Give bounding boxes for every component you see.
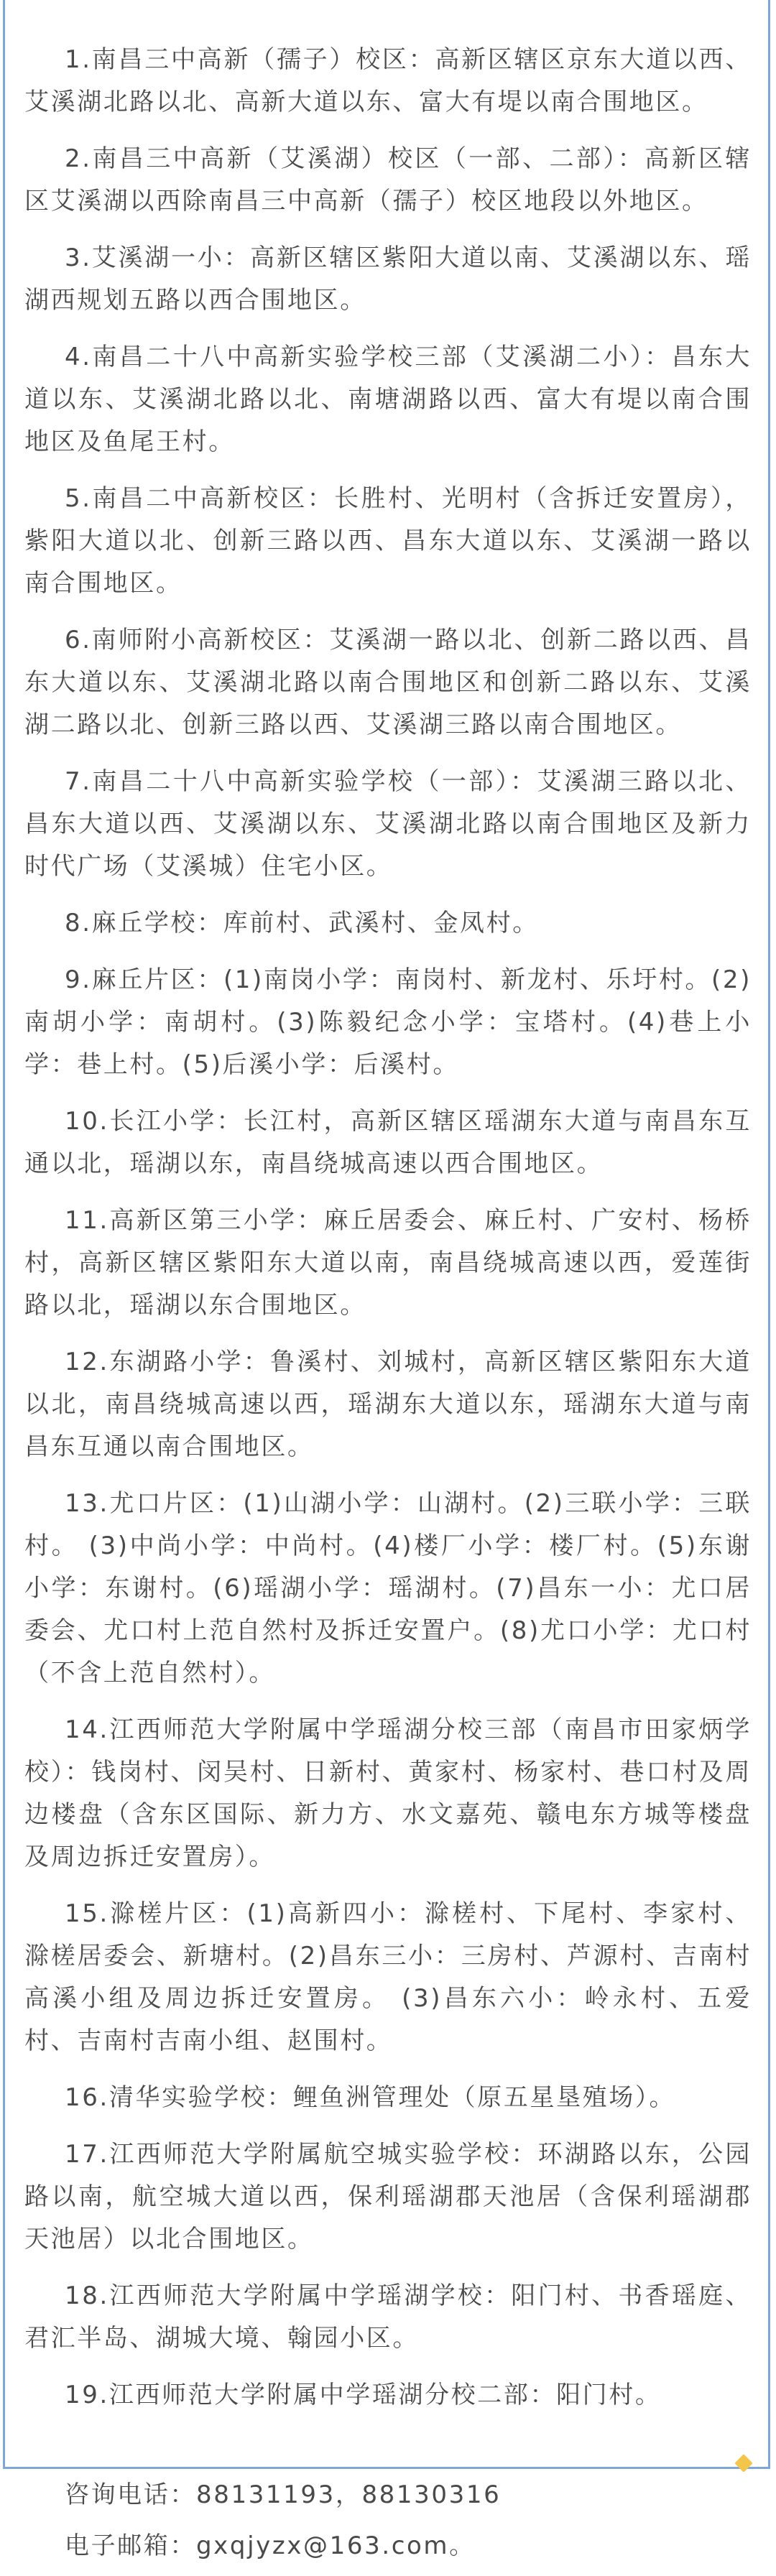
paragraph-3: 3.艾溪湖一小：高新区辖区紫阳大道以南、艾溪湖以东、瑶湖西规划五路以西合围地区。 — [24, 244, 752, 315]
paragraph-19: 19.江西师范大学附属中学瑶湖分校二部：阳门村。 — [65, 2381, 662, 2409]
paragraph-2: 2.南昌三中高新（艾溪湖）校区（一部、二部）：高新区辖区艾溪湖以西除南昌三中高新（孺子）校区地段以外地区。 — [24, 144, 752, 216]
paragraph-7: 7.南昌二十八中高新实验学校（一部）：艾溪湖三路以北、昌东大道以西、艾溪湖以东、艾溪湖北路以南合围地区及新力时代广场（艾溪城）住宅小区。 — [24, 767, 752, 881]
paragraph-9: 9.麻丘片区：(1)南岗小学：南岗村、新龙村、乐圩村。(2)南胡小学：南胡村。(3)陈毅纪念小学：宝塔村。(4)巷上小学：巷上村。(5)后溪小学：后溪村。 — [24, 965, 752, 1079]
paragraph-6: 6.南师附小高新校区：艾溪湖一路以北、创新二路以西、昌东大道以东、艾溪湖北路以南合围地区和创新二路以东、艾溪湖二路以北、创新三路以西、艾溪湖三路以南合围地区。 — [24, 626, 752, 739]
paragraph-11: 11.高新区第三小学：麻丘居委会、麻丘村、广安村、杨桥村，高新区辖区紫阳东大道以南，南昌绕城高速以西，爱莲街路以北，瑶湖以东合围地区。 — [24, 1206, 752, 1320]
paragraph-1: 1.南昌三中高新（孺子）校区：高新区辖区京东大道以西、艾溪湖北路以北、高新大道以东、富大有堤以南合围地区。 — [24, 45, 752, 116]
article-body — [24, 39, 752, 2576]
paragraph-8: 8.麻丘学校：库前村、武溪村、金凤村。 — [65, 909, 539, 937]
spacer — [24, 2431, 752, 2474]
paragraph-18: 18.江西师范大学附属中学瑶湖学校：阳门村、书香瑶庭、君汇半岛、湖城大境、翰园小区。 — [24, 2281, 752, 2353]
contact-email-label: 电子邮箱： — [65, 2531, 196, 2560]
contact-email-value[interactable]: gxqjyzx@163.com。 — [196, 2531, 476, 2560]
contact-phone-value[interactable]: 88131193，88130316 — [196, 2480, 502, 2509]
paragraph-12: 12.东湖路小学：鲁溪村、刘城村，高新区辖区紫阳东大道以北，南昌绕城高速以西，瑶湖东大道以东，瑶湖东大道与南昌东互通以南合围地区。 — [24, 1348, 752, 1461]
contact-phone-label: 咨询电话： — [65, 2480, 196, 2509]
paragraph-15: 15.滁槎片区：(1)高新四小：滁槎村、下尾村、李家村、滁槎居委会、新塘村。(2)昌东三小：三房村、芦源村、吉南村高溪小组及周边拆迁安置房。 (3)昌东六小：岭永村、五爱村、吉南村吉南小组、赵围村。 — [24, 1899, 752, 2055]
contact-email — [24, 2525, 752, 2567]
contact-phone — [24, 2474, 752, 2516]
paragraph-14: 14.江西师范大学附属中学瑶湖分校三部（南昌市田家炳学校）：钱岗村、闵吴村、日新村、黄家村、杨家村、巷口村及周边楼盘（含东区国际、新力方、水文嘉苑、赣电东方城等楼盘及周边拆迁安置房）。 — [24, 1715, 752, 1871]
paragraph-16: 16.清华实验学校：鲤鱼洲管理处（原五星垦殖场）。 — [65, 2083, 676, 2112]
paragraph-17: 17.江西师范大学附属航空城实验学校：环湖路以东，公园路以南，航空城大道以西，保利瑶湖郡天池居（含保利瑶湖郡天池居）以北合围地区。 — [24, 2140, 752, 2253]
paragraph-5: 5.南昌二中高新校区：长胜村、光明村（含拆迁安置房），紫阳大道以北、创新三路以西、昌东大道以东、艾溪湖一路以南合围地区。 — [24, 484, 752, 598]
paragraph-10: 10.长江小学：长江村，高新区辖区瑶湖东大道与南昌东互通以北，瑶湖以东，南昌绕城高速以西合围地区。 — [24, 1107, 752, 1178]
paragraph-4: 4.南昌二十八中高新实验学校三部（艾溪湖二小）：昌东大道以东、艾溪湖北路以北、南塘湖路以西、富大有堤以南合围地区及鱼尾王村。 — [24, 343, 752, 456]
paragraph-13: 13.尤口片区：(1)山湖小学：山湖村。(2)三联小学：三联村。 (3)中尚小学：中尚村。(4)楼厂小学：楼厂村。(5)东谢小学：东谢村。(6)瑶湖小学：瑶湖村。(7)昌东一小：尤口居委会、尤口村上范自然村及拆迁安置户。(8)尤口小学：尤口村（不含上范自然村）。 — [24, 1489, 752, 1687]
